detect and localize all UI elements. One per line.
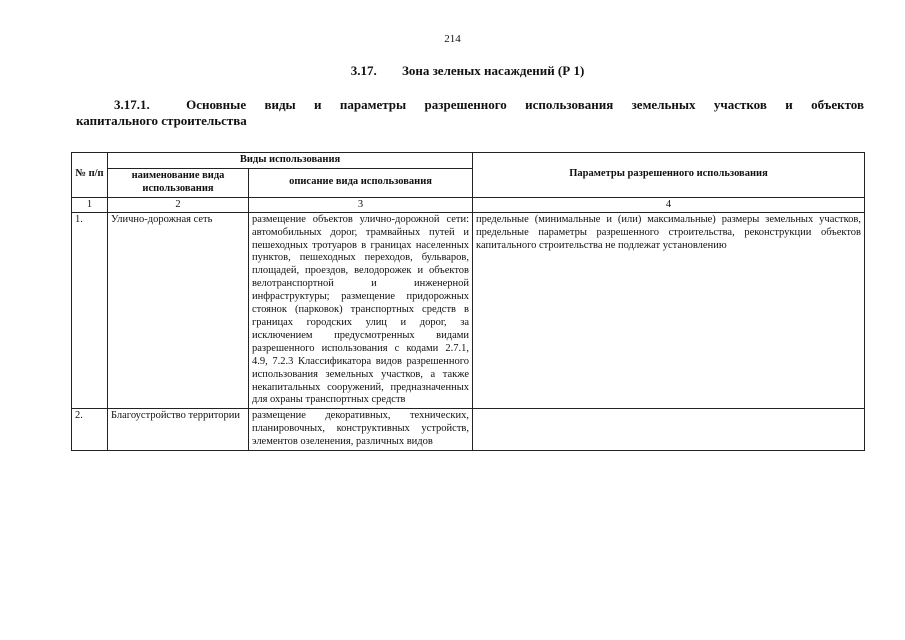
subsection-heading-line1 [76,97,864,113]
table-row [72,409,865,451]
usage-params [473,409,865,451]
section-heading [0,63,905,79]
header-params: Параметры разрешенного использования [473,153,865,198]
subsection-number: 3.17.1. [114,97,150,112]
row-number: 1. [72,212,108,409]
column-number: 3 [249,197,473,212]
header-num: № п/п [72,153,108,198]
subsection-title-line1: Основные виды и параметры разрешенного использования земельных участков и объектов [186,97,865,112]
usage-description: размещение декоративных, технических, планировочных, конструктивных устройств, элементов озеленения, различных видов [249,409,473,451]
usage-name: Улично-дорожная сеть [108,212,249,409]
usage-params: предельные (минимальные и (или) максимальные) размеры земельных участков, предельные параметры разрешенного строительства, реконструкции объектов капитального строительства не подлежат установлению [473,212,865,409]
row-number: 2. [72,409,108,451]
column-number: 2 [108,197,249,212]
page-number: 214 [444,33,461,45]
usage-description: размещение объектов улично-дорожной сети: автомобильных дорог, трамвайных путей и пешеходных тротуаров в границах населенных пунктов, пешеходных переходов, бульваров, площадей, проездов, велодорожек и объектов велотранспортной и инженерной инфраструктуры; размещение придорожных стоянок (парковок) транспортных средств в границах городских улиц и дорог, за исключением предусмотренных видами разрешенного использования с кодами 2.7.1, 4.9, 7.2.3 Классификатора видов разрешенного использования земельных участков, а также некапитальных сооружений, предназначенных для охраны транспортных средств [249,212,473,409]
header-description: описание вида использования [249,168,473,197]
usage-name: Благоустройство территории [108,409,249,451]
subsection-heading [76,97,864,129]
column-number-row [72,197,865,212]
subsection-title-line2: капитального строительства [76,113,247,128]
header-name: наименование вида использования [108,168,249,197]
table-row [72,212,865,409]
land-use-table [71,152,865,451]
section-number: 3.17. [350,63,377,78]
section-title: Зона зеленых насаждений (Р 1) [401,63,585,78]
header-usage-group: Виды использования [108,153,473,169]
column-number: 4 [473,197,865,212]
column-number: 1 [72,197,108,212]
header-row-1 [72,153,865,169]
